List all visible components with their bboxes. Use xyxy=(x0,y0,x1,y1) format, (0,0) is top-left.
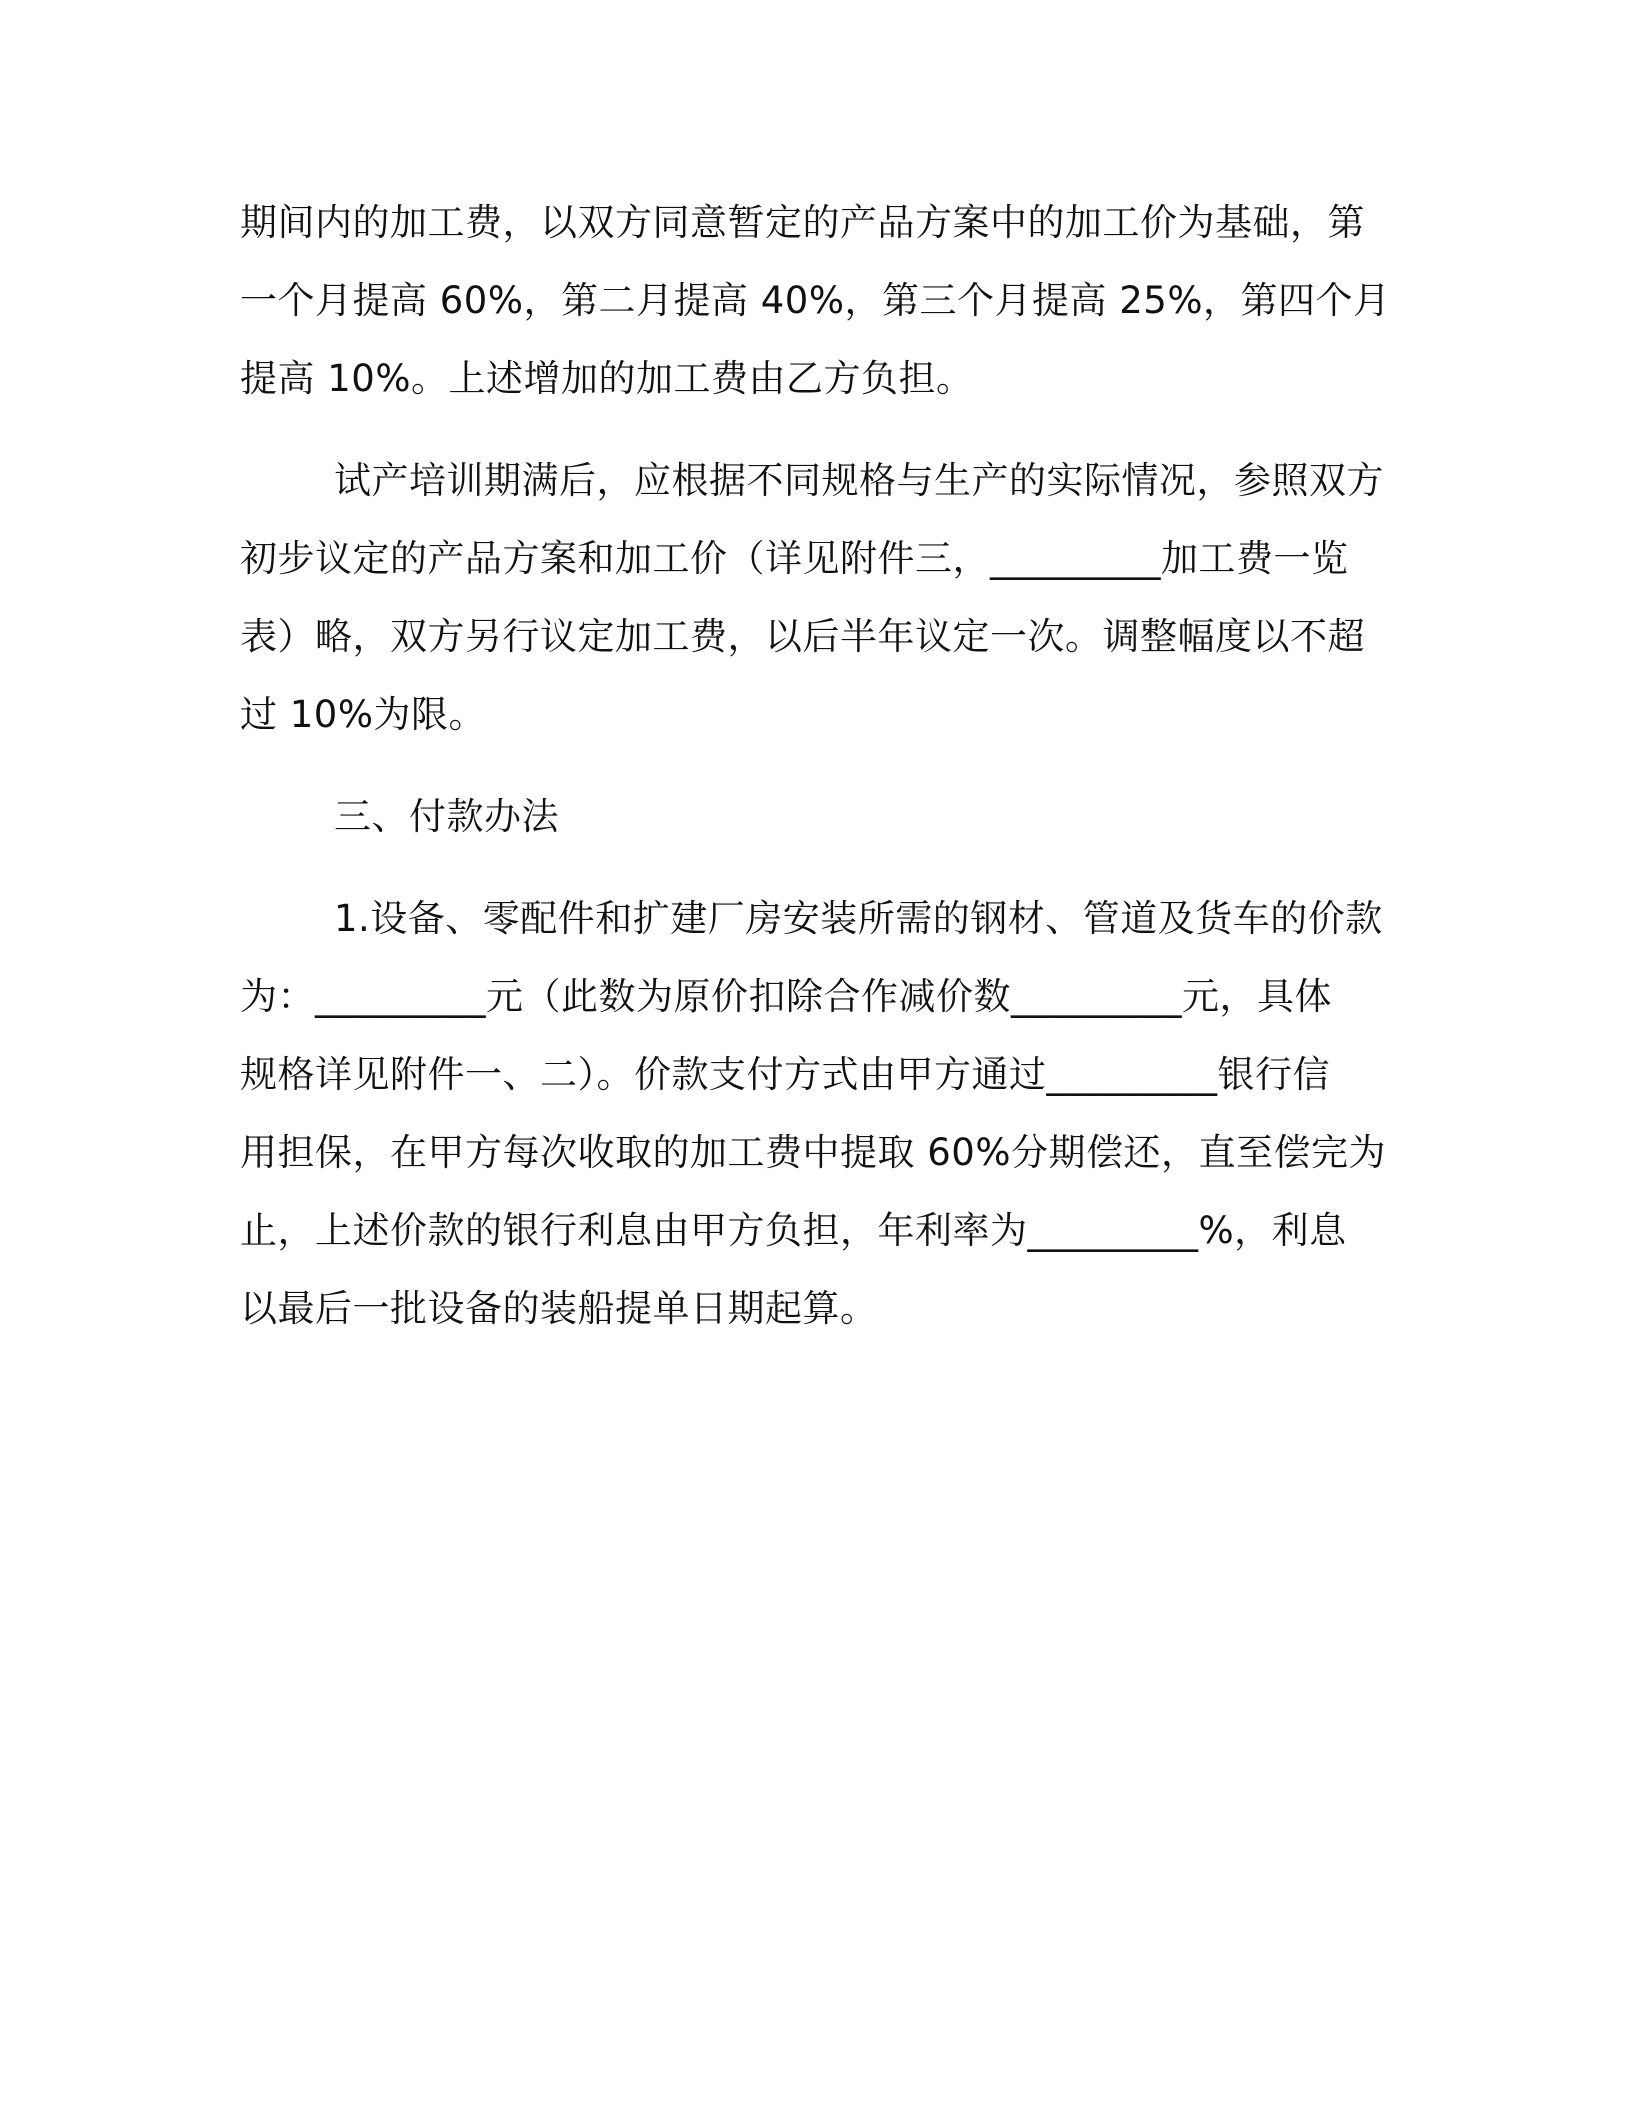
text-line: 1.设备、零配件和扩建厂房安装所需的钢材、管道及货车的价款 xyxy=(334,897,1383,940)
text-line: 用担保，在甲方每次收取的加工费中提取 60%分期偿还，直至偿完为 xyxy=(240,1131,1386,1174)
text-line: 提高 10%。上述增加的加工费由乙方负担。 xyxy=(240,357,974,400)
text-line: 过 10%为限。 xyxy=(240,693,486,736)
section-heading-payment-method xyxy=(240,778,1380,856)
text-line: 表）略，双方另行议定加工费，以后半年议定一次。调整幅度以不超 xyxy=(240,615,1365,658)
text-line: 试产培训期满后，应根据不同规格与生产的实际情况，参照双方 xyxy=(334,459,1384,502)
text-line: 初步议定的产品方案和加工价（详见附件三，_________加工费一览 xyxy=(240,537,1349,580)
text-line: 一个月提高 60%，第二月提高 40%，第三个月提高 25%，第四个月 xyxy=(240,279,1391,322)
paragraph-equipment-payment xyxy=(240,880,1386,1348)
text-line: 止，上述价款的银行利息由甲方负担，年利率为_________%，利息 xyxy=(240,1209,1347,1252)
text-line: 规格详见附件一、二）。价款支付方式由甲方通过_________银行信 xyxy=(240,1053,1330,1096)
paragraph-post-trial-pricing xyxy=(240,442,1384,754)
document-body xyxy=(240,184,1391,1372)
text-line: 为：_________元（此数为原价扣除合作减价数_________元，具体 xyxy=(240,975,1332,1018)
text-line: 以最后一批设备的装船提单日期起算。 xyxy=(240,1287,878,1330)
text-line: 期间内的加工费，以双方同意暂定的产品方案中的加工价为基础，第 xyxy=(240,201,1365,244)
section-heading: 三、付款办法 xyxy=(334,795,559,838)
paragraph-processing-fee-increase xyxy=(240,184,1391,418)
